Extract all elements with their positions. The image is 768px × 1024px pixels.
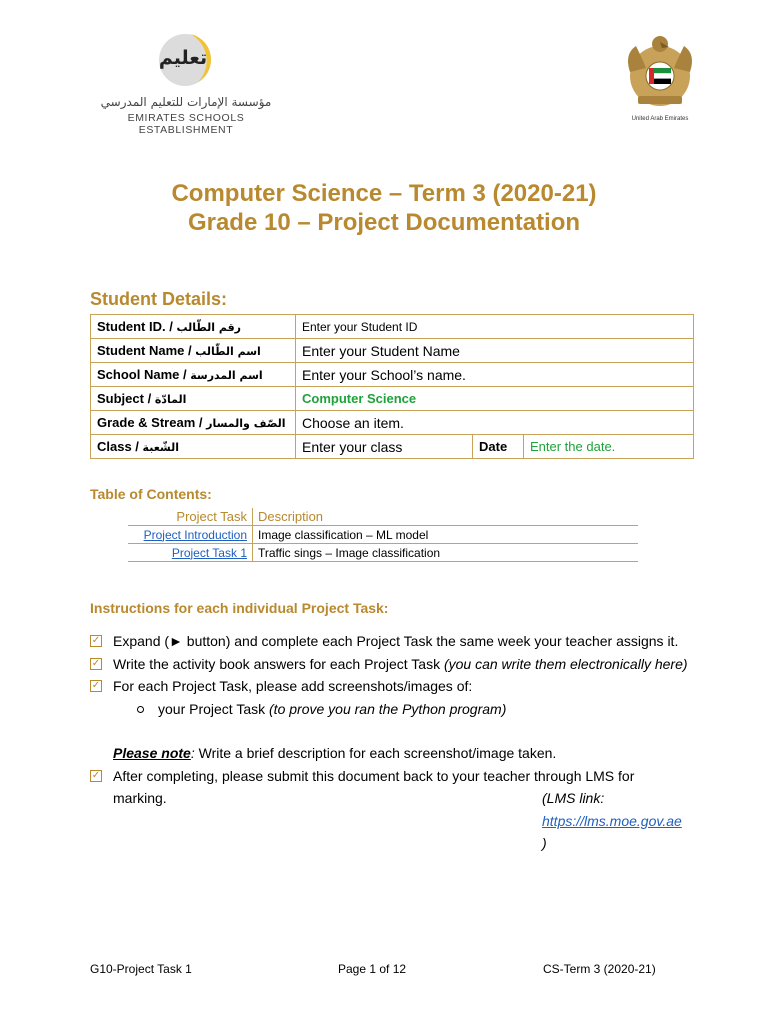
table-row xyxy=(91,411,694,435)
note-line: Please note: Write a brief description for each screenshot/image taken. xyxy=(113,745,557,761)
subject-label-arabic: المادّة xyxy=(154,393,187,406)
uae-falcon-icon xyxy=(622,28,698,114)
toc-header-row xyxy=(128,508,638,526)
toc-header-description: Description xyxy=(253,508,639,526)
checkbox-checked-icon: ✓ xyxy=(91,680,101,691)
toc-link-project-introduction[interactable]: Project Introduction xyxy=(143,527,247,542)
class-label: Class / الشّعبة xyxy=(91,435,296,459)
toc-header-task: Project Task xyxy=(128,508,253,526)
instructions-heading: Instructions for each individual Project Task: xyxy=(90,600,389,616)
student-name-label: Student Name / اسم الطّالب xyxy=(91,339,296,363)
toc-description: Image classification – ML model xyxy=(253,526,639,544)
ese-logo-mark-icon xyxy=(154,28,214,88)
student-details-heading: Student Details: xyxy=(90,289,228,309)
list-subitem: your Project Task (to prove you ran the Python program) xyxy=(90,698,690,721)
footer-left: G10-Project Task 1 xyxy=(90,962,192,976)
footer-page-number: Page 1 of 12 xyxy=(338,962,407,976)
uae-caption: United Arab Emirates xyxy=(631,116,689,122)
school-name-field[interactable]: Enter your School’s name. xyxy=(296,363,694,387)
toc-heading: Table of Contents: xyxy=(90,486,212,502)
date-label: Date xyxy=(473,435,524,459)
bullet-circle-icon xyxy=(137,706,144,713)
list-item: ✓ Write the activity book answers for each Project Task (you can write them electronically here) xyxy=(91,655,688,672)
lms-link[interactable]: https://lms.moe.gov.ae xyxy=(542,812,682,829)
checkbox-checked-icon: ✓ xyxy=(91,635,101,646)
lms-link-line: (LMS link: https://lms.moe.gov.ae ) xyxy=(542,790,682,851)
toc-description: Traffic sings – Image classification xyxy=(253,544,639,562)
table-row xyxy=(91,387,694,411)
grade-stream-label: Grade & Stream / الصّف والمسار xyxy=(91,411,296,435)
document-title-line2: Grade 10 – Project Documentation xyxy=(187,209,581,236)
toc-link-project-task-1[interactable]: Project Task 1 xyxy=(171,545,247,560)
student-id-label: Student ID. / رقم الطّالب xyxy=(91,315,296,339)
note-label: Please note xyxy=(113,745,191,761)
ese-logo-arabic: مؤسسة الإمارات للتعليم المدرسي xyxy=(100,95,272,109)
subject-value: Computer Science xyxy=(296,387,694,411)
student-name-label-arabic: اسم الطّالب xyxy=(195,345,261,358)
class-label-arabic: الشّعبة xyxy=(142,441,180,454)
list-item: ✓ Expand (► button) and complete each Project Task the same week your teacher assigns it. xyxy=(91,633,679,649)
footer-right: CS-Term 3 (2020-21) xyxy=(543,962,656,976)
ese-logo-english: EMIRATES SCHOOLS ESTABLISHMENT xyxy=(127,112,245,136)
grade-stream-label-arabic: الصّف والمسار xyxy=(206,417,286,430)
uae-emblem xyxy=(622,28,698,128)
instructions-list xyxy=(90,630,690,851)
school-name-label: School Name / اسم المدرسة xyxy=(91,363,296,387)
class-field[interactable]: Enter your class xyxy=(296,435,473,459)
student-details-table xyxy=(90,314,694,459)
ese-logo xyxy=(86,28,286,136)
subject-label: Subject / المادّة xyxy=(91,387,296,411)
table-row xyxy=(91,435,694,459)
date-picker[interactable]: Enter the date. xyxy=(524,435,694,459)
grade-stream-dropdown[interactable]: Choose an item. xyxy=(296,411,694,435)
table-row xyxy=(128,544,638,562)
student-id-field[interactable]: Enter your Student ID xyxy=(296,315,694,339)
checkbox-checked-icon: ✓ xyxy=(91,769,101,781)
toc-table xyxy=(128,508,638,562)
table-row xyxy=(91,339,694,363)
student-id-label-arabic: رقم الطّالب xyxy=(176,321,241,334)
table-row xyxy=(128,526,638,544)
school-name-label-arabic: اسم المدرسة xyxy=(190,369,263,382)
ese-logo-mark-text: تعليم xyxy=(158,47,208,69)
document-title-line1: Computer Science – Term 3 (2020-21) xyxy=(171,180,597,207)
student-name-field[interactable]: Enter your Student Name xyxy=(296,339,694,363)
list-item: ✓ For each Project Task, please add screenshots/images of: xyxy=(91,678,473,694)
table-row xyxy=(91,363,694,387)
list-item: ✓ After completing, please submit this document back to your teacher through LMS for marking. (LMS link: https://lms.moe.gov.ae ) xyxy=(90,765,690,810)
table-row xyxy=(91,315,694,339)
checkbox-checked-icon: ✓ xyxy=(91,657,101,669)
